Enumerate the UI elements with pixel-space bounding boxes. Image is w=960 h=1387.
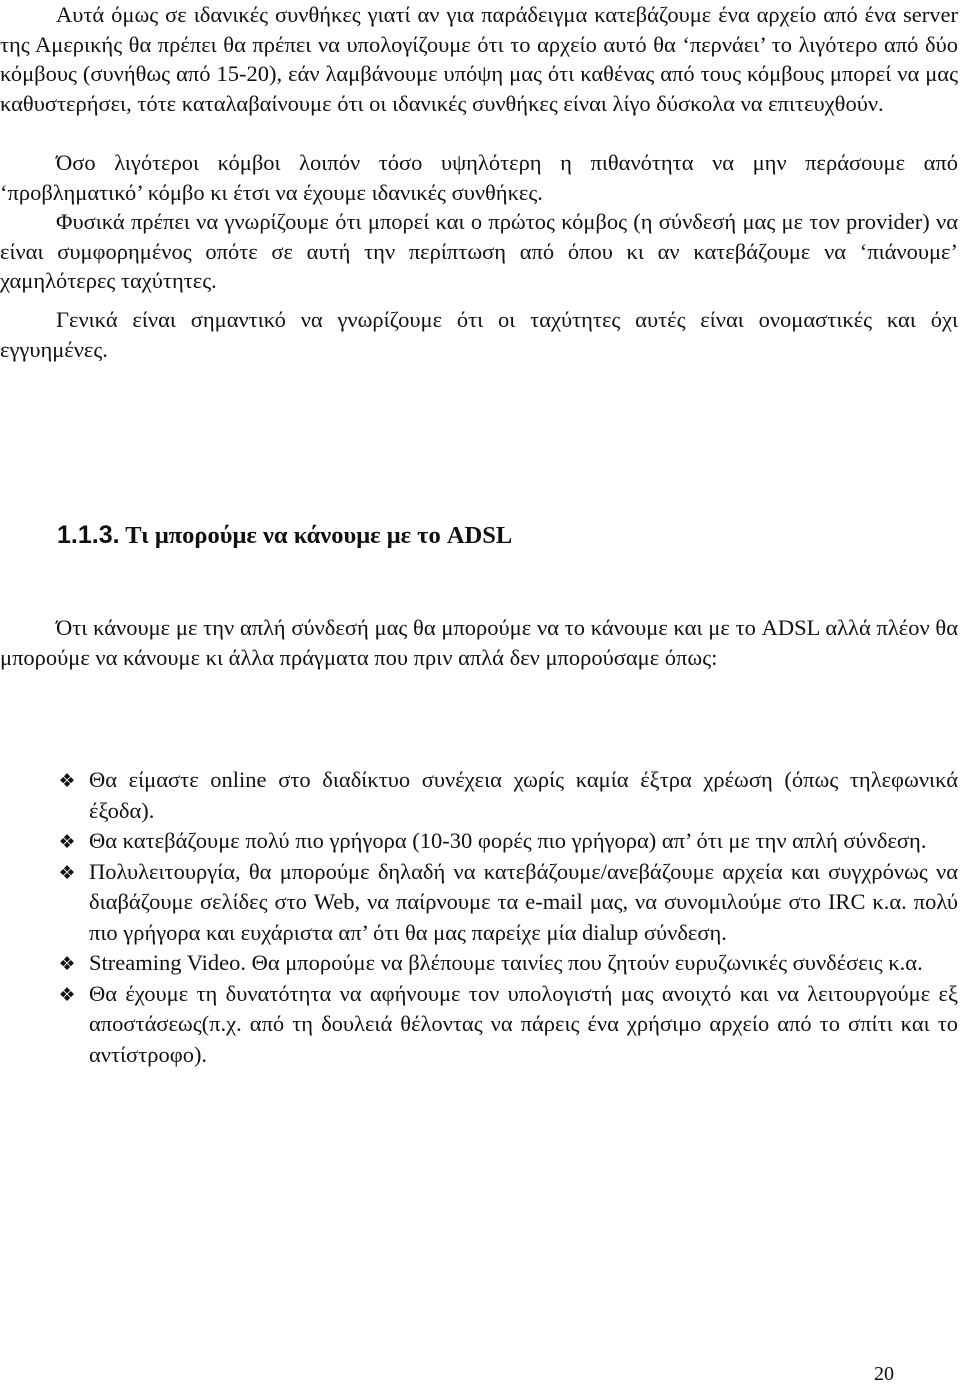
diamond-bullet-icon: ❖	[58, 831, 76, 853]
list-item	[0, 857, 958, 949]
paragraph-intro: Ότι κάνουμε με την απλή σύνδεσή μας θα μπορούμε να το κάνουμε και με το ADSL αλλά πλέον θα μπορούμε να κάνουμε κι άλλα πράγματα που πριν απλά δεν μπορούσαμε όπως:	[0, 615, 958, 670]
diamond-bullet-icon: ❖	[58, 770, 76, 792]
list-item	[0, 765, 958, 826]
feature-list	[0, 765, 958, 1070]
list-item-text: Streaming Video. Θα μπορούμε να βλέπουμε ταινίες που ζητούν ευρυζωνικές συνδέσεις κ.α.	[89, 950, 923, 975]
list-item	[0, 948, 958, 979]
list-item-text: Θα είμαστε online στο διαδίκτυο συνέχεια χωρίς καμία έξτρα χρέωση (όπως τηλεφωνικά έξοδα).	[89, 767, 958, 823]
list-item-text: Πολυλειτουργία, θα μπορούμε δηλαδή να κατεβάζουμε/ανεβάζουμε αρχεία και συγχρόνως να διαβάζουμε σελίδες στο Web, να παίρνουμε τα e-mail μας, να συνομιλούμε στο IRC κ.α. πολύ πιο γρήγορα και ευχάριστα απ’ ότι θα μας παρείχε μία dialup σύνδεση.	[89, 858, 958, 945]
paragraph-fewer-nodes: Όσο λιγότεροι κόμβοι λοιπόν τόσο υψηλότερη η πιθανότητα να μην περάσουμε από ‘προβληματικό’ κόμβο κι έτσι να έχουμε ιδανικές συνθήκες.	[0, 150, 958, 205]
section-number: 1.1.3.	[57, 521, 120, 549]
list-item-text: Θα κατεβάζουμε πολύ πιο γρήγορα (10-30 φορές πιο γρήγορα) απ’ ότι με την απλή σύνδεση.	[89, 828, 927, 853]
list-item	[0, 826, 958, 857]
list-item-text: Θα έχουμε τη δυνατότητα να αφήνουμε τον υπολογιστή μας ανοιχτό και να λειτουργούμε εξ αποστάσεως(π.χ. από τη δουλειά θέλοντας να πάρεις ένα χρήσιμο αρχείο από το σπίτι και το αντίστροφο).	[89, 980, 958, 1067]
diamond-bullet-icon: ❖	[58, 861, 76, 884]
paragraph-ideal-conditions: Αυτά όμως σε ιδανικές συνθήκες γιατί αν για παράδειγμα κατεβάζουμε ένα αρχείο από ένα server της Αμερικής θα πρέπει θα πρέπει να υπολογίζουμε ότι το αρχείο αυτό θα ‘περνάει’ το λιγότερο από δύο κόμβους (συνήθως από 15-20), εάν λαμβάνουμε υπόψη μας ότι καθένας από τους κόμβους μπορεί να μας καθυστερήσει, τότε καταλαβαίνουμε ότι οι ιδανικές συνθήκες είναι λίγο δύσκολα να επιτευχθούν.	[0, 2, 958, 116]
paragraph-nominal-speeds: Γενικά είναι σημαντικό να γνωρίζουμε ότι οι ταχύτητες αυτές είναι ονομαστικές και όχι εγγυημένες.	[0, 307, 958, 362]
section-heading	[57, 518, 512, 553]
list-item	[0, 979, 958, 1071]
section-title: Τι μπορούμε να κάνουμε με το ADSL	[125, 522, 513, 549]
paragraph-first-node: Φυσικά πρέπει να γνωρίζουμε ότι μπορεί και ο πρώτος κόμβος (η σύνδεσή μας με τον provider) να είναι συμφορημένος οπότε σε αυτή την περίπτωση από όπου κι αν κατεβάζουμε να ‘πιάνουμε’ χαμηλότερες ταχύτητες.	[0, 209, 958, 293]
page-number: 20	[874, 1363, 894, 1385]
diamond-bullet-icon: ❖	[58, 953, 76, 975]
diamond-bullet-icon: ❖	[58, 983, 76, 1006]
